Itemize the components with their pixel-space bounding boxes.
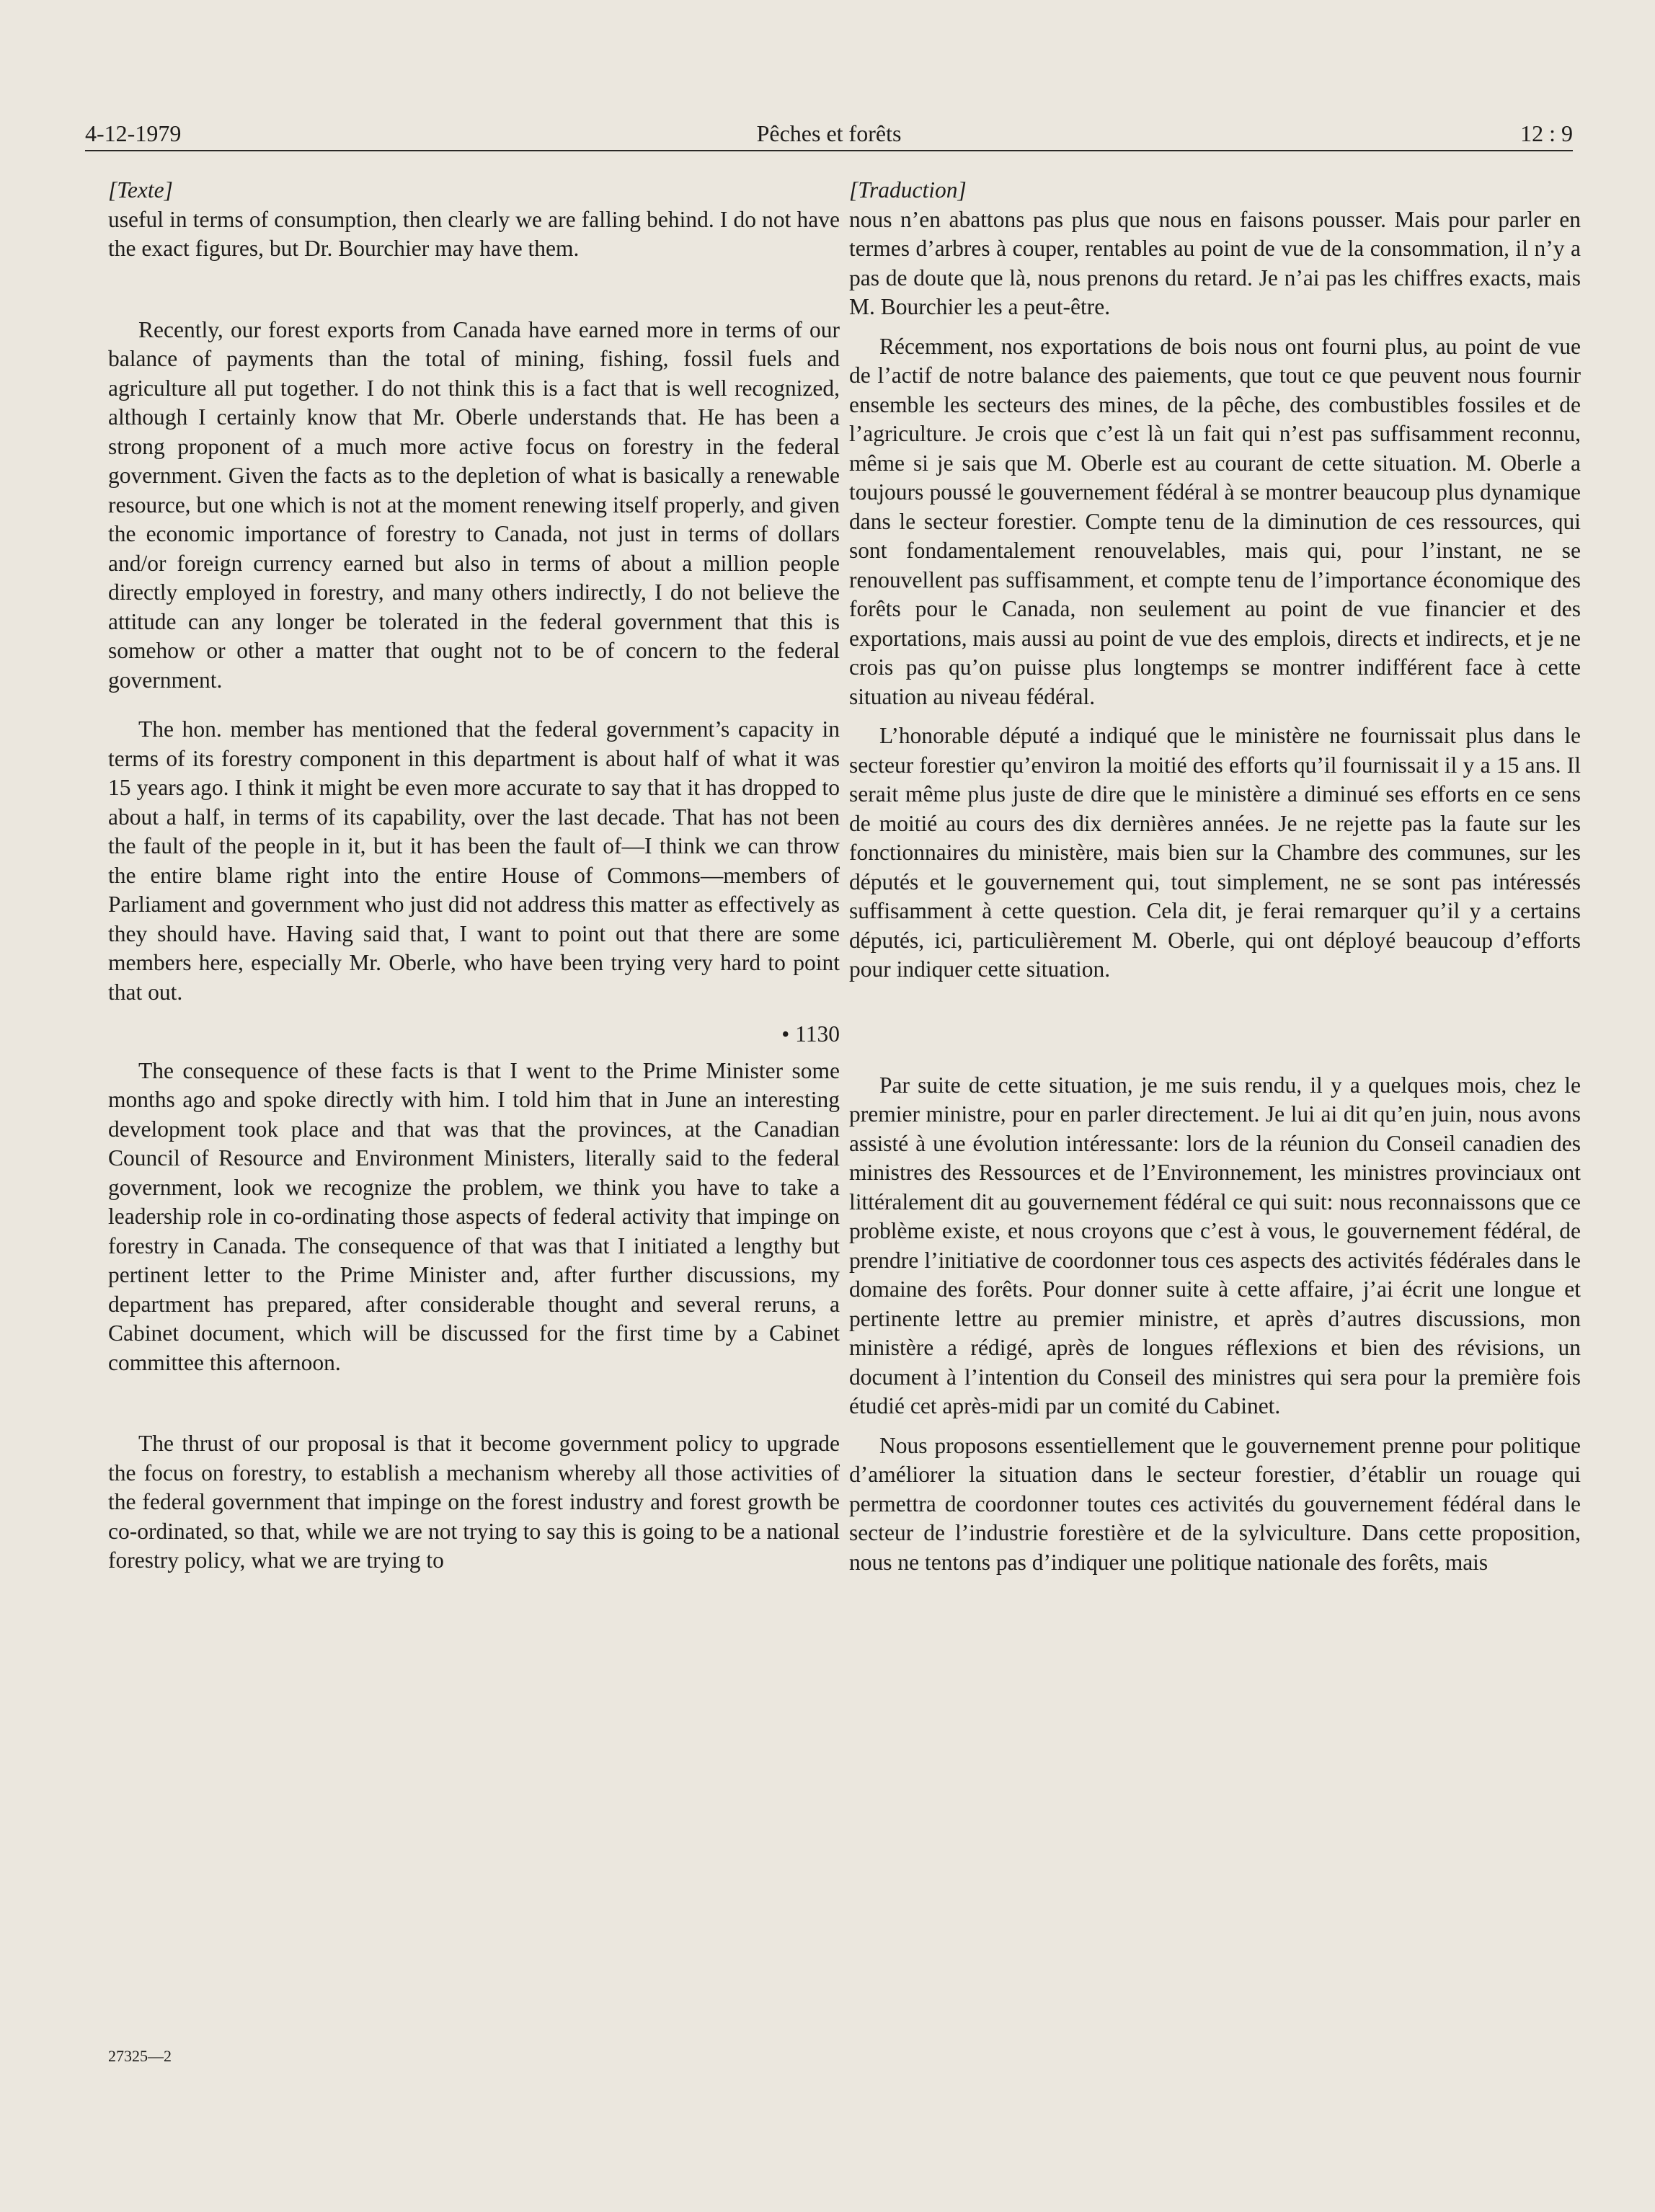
header-page-number: 12 : 9 [1520, 120, 1573, 146]
paragraph: nous n’en abattons pas plus que nous en faisons pousser. Mais pour parler en termes d’arbres à couper, rentables au point de vue de la consommation, il n’y a pas de doute que là, nous prenons du retard. Je n’ai pas les chiffres exacts, mais M. Bourchier les a peut-être. [849, 206, 1581, 319]
paragraph: The hon. member has mentioned that the federal government’s capacity in terms of its forestry component in this department is about half of what it was 15 years ago. I think it might be even more accurate to say that it has dropped to about a half, in terms of its capability, over the last decade. That has not been the fault of the people in it, but it has been the fault of—I think we can throw the entire blame right into the entire House of Commons—members of Parliament and government who just did not address this matter as effectively as they should have. Having said that, I want to point out that there are some members here, especially Mr. Oberle, who have been trying very hard to point that out. [108, 716, 840, 1005]
traduction-label: [Traduction] [849, 177, 967, 203]
texte-label: [Texte] [108, 177, 173, 203]
paragraph: The thrust of our proposal is that it become government policy to upgrade the focus on forestry, to establish a mechanism whereby all those activities of the federal government that impinge on the forest industry and forest growth be co-ordinated, so that, while we are not trying to say this is going to be a national forestry policy, what we are trying to [108, 1431, 840, 1573]
paragraph: useful in terms of consumption, then clearly we are falling behind. I do not have the exact figures, but Dr. Bourchier may have them. [108, 206, 840, 261]
timestamp: • 1130 [781, 1021, 840, 1047]
paragraph: Par suite de cette situation, je me suis rendu, il y a quelques mois, chez le premier ministre, pour en parler directement. Je lui ai dit qu’en juin, nous avons assisté à une évolution intéressante: lors de la réunion du Conseil canadien des ministres des Ressources et de l’Environnement, les ministres provinciaux ont littéralement dit au gouvernement fédéral ce qui suit: nous reconnaissons que ce problème existe, et nous croyons que c’est à vous, le gouvernement fédéral, de prendre l’initiative de coordonner tous ces aspects des activités fédérales dans le domaine des forêts. Pour donner suite à cette affaire, j’ai écrit une longue et pertinente lettre au premier ministre, et après d’autres discussions, mon ministère a rédigé, après de longues réflexions et bien des révisions, un document à l’intention du Conseil des ministres qui sera pour la première fois étudié cet après-midi par un comité du Cabinet. [849, 1072, 1581, 1418]
header-title: Pêches et forêts [756, 120, 902, 146]
paragraph: Récemment, nos exportations de bois nous ont fourni plus, au point de vue de l’actif de notre balance des paiements, que tout ce que peuvent nous fournir ensemble les secteurs des mines, de la pêche, des combustibles fossiles et de l’agriculture. Je crois que c’est là un fait qui n’est pas suffisamment reconnu, même si je sais que M. Oberle est au courant de cette situation. M. Oberle a toujours poussé le gouvernement fédéral à se montrer beaucoup plus dynamique dans le secteur forestier. Compte tenu de la diminution de ces ressources, qui sont fondamentalement renouvelables, mais qui, pour l’instant, ne se renouvellent pas suffisamment, et compte tenu de l’importance économique des forêts pour le Canada, non seulement au point de vue financier et des exportations, mais aussi au point de vue des emplois, directs et indirects, et je ne crois pas qu’on puisse plus longtemps se montrer indifférent face à cette situation au niveau fédéral. [849, 333, 1581, 709]
paragraph: Nous proposons essentiellement que le gouvernement prenne pour politique d’améliorer la situation dans le secteur forestier, d’établir un rouage qui permettra de coordonner toutes ces activités du gouvernement fédéral dans le secteur de l’industrie forestière et de la sylviculture. Dans cette proposition, nous ne tentons pas d’indiquer une politique nationale des forêts, mais [849, 1432, 1581, 1575]
paragraph: L’honorable député a indiqué que le ministère ne fournissait plus dans le secteur forestier qu’environ la moitié des efforts qu’il fournissait il y a 15 ans. Il serait même plus juste de dire que le ministère a diminué ses efforts en ce sens de moitié au cours des dix dernières années. Je ne rejette pas la faute sur les fonctionnaires du ministère, mais bien sur la Chambre des communes, sur les députés et le gouvernement qui, tout simplement, ne se sont pas intéressés suffisamment à cette question. Cela dit, je ferai remarquer qu’il y a certains députés, ici, particulièrement M. Oberle, qui ont déployé beaucoup d’efforts pour indiquer cette situation. [849, 723, 1581, 982]
running-header [85, 107, 1573, 151]
header-date: 4-12-1979 [85, 120, 182, 146]
paragraph: The consequence of these facts is that I went to the Prime Minister some months ago and spoke directly with him. I told him that in June an interesting development took place and that was that the provinces, at the Canadian Council of Resource and Environment Ministers, literally said to the federal government, look we recognize the problem, we think you have to take a leadership role in co-ordinating those aspects of federal activity that impinge on forestry in Canada. The consequence of that was that I initiated a lengthy but pertinent letter to the Prime Minister and, after further discussions, my department has prepared, after considerable thought and several reruns, a Cabinet document, which will be discussed for the first time by a Cabinet committee this afternoon. [108, 1057, 840, 1375]
french-column [849, 176, 1581, 1577]
english-column [108, 176, 840, 1576]
footer-code: 27325—2 [108, 2047, 172, 2065]
paragraph: Recently, our forest exports from Canada have earned more in terms of our balance of payments than the total of mining, fishing, fossil fuels and agriculture all put together. I do not think this is a fact that is well recognized, although I certainly know that Mr. Oberle understands that. He has been a strong proponent of a much more active focus on forestry in the federal government. Given the facts as to the depletion of what is basically a renewable resource, but one which is not at the moment renewing itself properly, and given the economic importance of forestry to Canada, not just in terms of dollars and/or foreign currency earned but also in terms of about a million people directly employed in forestry, and many others indirectly, I do not believe the attitude can any longer be tolerated in the federal government that this is somehow or other a matter that ought not to be of concern to the federal government. [108, 316, 840, 693]
